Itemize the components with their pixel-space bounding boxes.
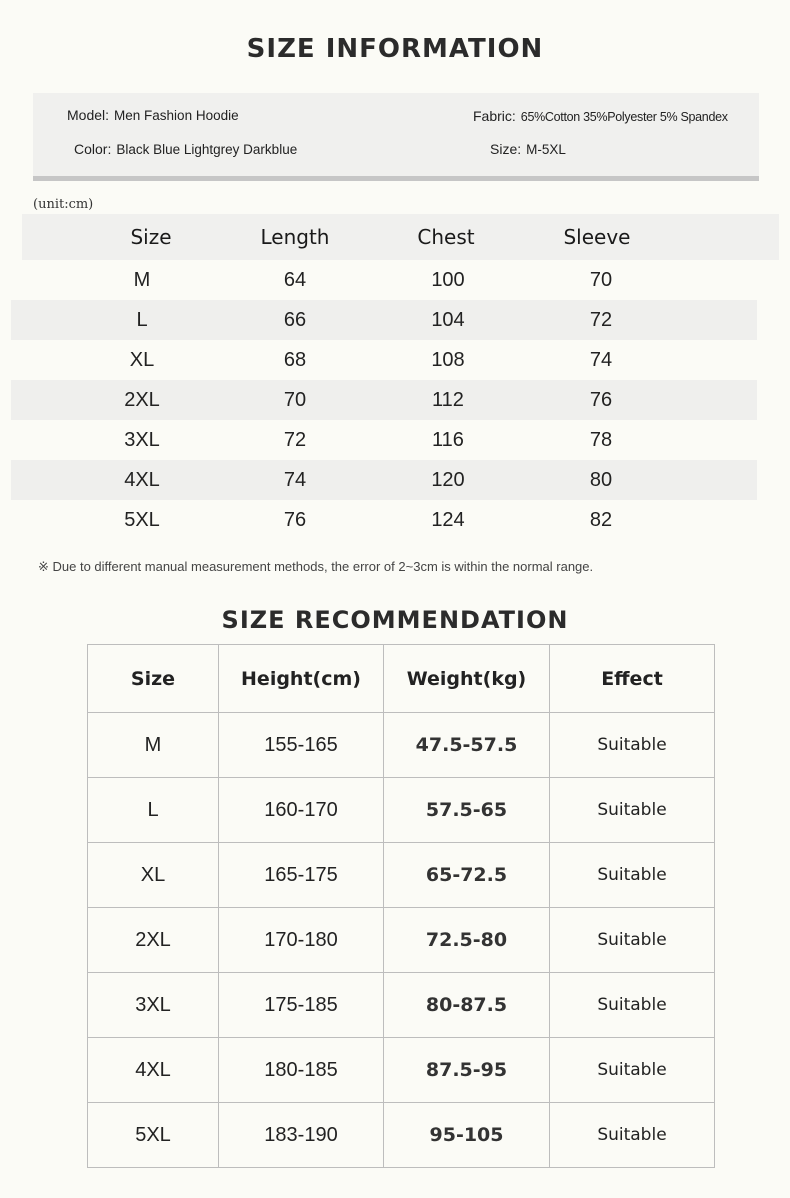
model-info [67, 107, 239, 123]
table-row [88, 778, 715, 843]
header-effect: Effect [550, 645, 715, 713]
size-label: Size: [490, 141, 522, 157]
size-recommendation-title: SIZE RECOMMENDATION [221, 606, 569, 634]
table-row [88, 843, 715, 908]
length-cell: 68 [283, 348, 307, 371]
effect-cell: Suitable [550, 908, 715, 973]
model-value: Men Fashion Hoodie [114, 108, 239, 123]
height-cell: 183-190 [219, 1103, 384, 1168]
fabric-value: 65%Cotton 35%Polyester 5% Spandex [520, 110, 728, 124]
recommendation-header-row [88, 645, 715, 713]
weight-cell: 95-105 [384, 1103, 550, 1168]
size-cell: 2XL [124, 388, 160, 411]
weight-cell: 47.5-57.5 [384, 713, 550, 778]
size-cell: L [88, 778, 219, 843]
length-cell: 74 [283, 468, 307, 491]
size-cell: M [133, 268, 151, 291]
table-row [11, 460, 757, 500]
chest-cell: 112 [432, 388, 464, 411]
size-cell: XL [129, 348, 155, 371]
effect-cell: Suitable [550, 973, 715, 1038]
color-value: Black Blue Lightgrey Darkblue [116, 142, 298, 157]
size-cell: L [136, 308, 148, 331]
size-cell: 5XL [88, 1103, 219, 1168]
height-cell: 155-165 [219, 713, 384, 778]
chest-cell: 108 [431, 348, 465, 371]
size-cell: M [88, 713, 219, 778]
size-cell: 4XL [88, 1038, 219, 1103]
sleeve-cell: 76 [589, 388, 613, 411]
size-table-header [22, 214, 779, 260]
table-row [11, 420, 757, 460]
fabric-label: Fabric: [473, 108, 516, 124]
table-row [11, 340, 757, 380]
sleeve-cell: 74 [589, 348, 613, 371]
chest-cell: 104 [431, 308, 465, 331]
header-sleeve: Sleeve [563, 225, 631, 249]
weight-cell: 72.5-80 [384, 908, 550, 973]
size-cell: 3XL [124, 428, 160, 451]
effect-cell: Suitable [550, 713, 715, 778]
product-info-box [33, 93, 759, 181]
size-range-info [490, 141, 566, 157]
size-cell: 3XL [88, 973, 219, 1038]
header-size: Size [130, 225, 172, 249]
table-row [11, 300, 757, 340]
table-row [88, 1103, 715, 1168]
header-size: Size [88, 645, 219, 713]
header-chest: Chest [417, 225, 475, 249]
color-info [74, 141, 297, 157]
height-cell: 160-170 [219, 778, 384, 843]
size-recommendation-table [87, 644, 715, 1168]
size-cell: 5XL [124, 508, 160, 531]
weight-cell: 65-72.5 [384, 843, 550, 908]
length-cell: 76 [283, 508, 307, 531]
table-row [11, 380, 757, 420]
chest-cell: 100 [431, 268, 465, 291]
chest-cell: 120 [431, 468, 465, 491]
height-cell: 180-185 [219, 1038, 384, 1103]
header-length: Length [260, 225, 330, 249]
header-weight: Weight(kg) [384, 645, 550, 713]
color-label: Color: [74, 141, 112, 157]
sleeve-cell: 82 [589, 508, 613, 531]
fabric-info [473, 108, 728, 124]
chest-cell: 124 [431, 508, 465, 531]
sleeve-cell: 80 [589, 468, 613, 491]
height-cell: 170-180 [219, 908, 384, 973]
length-cell: 64 [283, 268, 307, 291]
height-cell: 165-175 [219, 843, 384, 908]
effect-cell: Suitable [550, 843, 715, 908]
height-cell: 175-185 [219, 973, 384, 1038]
size-information-title: SIZE INFORMATION [246, 34, 544, 64]
chest-cell: 116 [432, 428, 464, 451]
size-cell: XL [88, 843, 219, 908]
table-row [11, 260, 757, 300]
weight-cell: 57.5-65 [384, 778, 550, 843]
effect-cell: Suitable [550, 778, 715, 843]
size-measurement-table [11, 214, 768, 540]
sleeve-cell: 78 [589, 428, 613, 451]
weight-cell: 87.5-95 [384, 1038, 550, 1103]
weight-cell: 80-87.5 [384, 973, 550, 1038]
table-row [88, 908, 715, 973]
size-value: M-5XL [526, 142, 566, 157]
length-cell: 72 [283, 428, 307, 451]
measurement-note: ※ Due to different manual measurement methods, the error of 2~3cm is within the normal range. [38, 559, 594, 574]
sleeve-cell: 70 [589, 268, 613, 291]
length-cell: 66 [283, 308, 307, 331]
effect-cell: Suitable [550, 1103, 715, 1168]
header-height: Height(cm) [219, 645, 384, 713]
table-row [88, 713, 715, 778]
model-label: Model: [67, 107, 110, 123]
table-row [88, 973, 715, 1038]
unit-label: (unit:cm) [33, 197, 94, 212]
effect-cell: Suitable [550, 1038, 715, 1103]
size-cell: 2XL [88, 908, 219, 973]
table-row [11, 500, 757, 540]
size-cell: 4XL [124, 468, 160, 491]
sleeve-cell: 72 [589, 308, 613, 331]
length-cell: 70 [283, 388, 307, 411]
table-row [88, 1038, 715, 1103]
